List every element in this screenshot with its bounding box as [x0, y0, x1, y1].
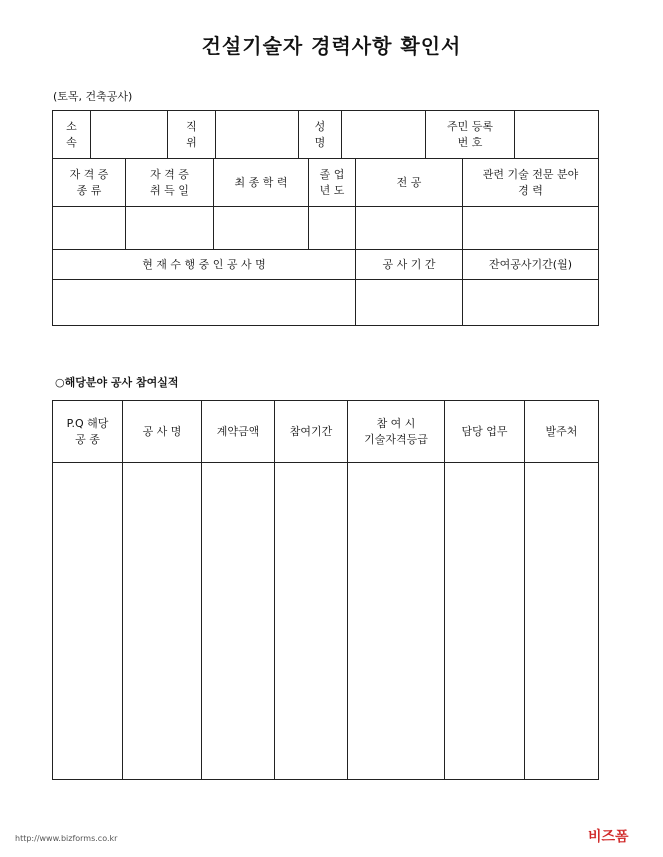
brand-logo: 비즈폼 [588, 829, 629, 845]
client-field[interactable] [525, 463, 599, 780]
remaining-period-header: 잔여공사기간(월) [463, 250, 599, 280]
amount-header: 계약금액 [202, 401, 275, 463]
affiliation-field[interactable] [91, 111, 168, 159]
major-header: 전 공 [356, 159, 463, 207]
education-header: 최 종 학 력 [214, 159, 309, 207]
grad-year-field[interactable] [309, 207, 356, 250]
current-project-table [52, 249, 599, 326]
footer-url[interactable]: http://www.bizforms.co.kr [15, 834, 118, 843]
experience-header: 관련 기술 전문 분야 경 력 [463, 159, 599, 207]
amount-field[interactable] [202, 463, 275, 780]
remaining-period-field[interactable] [463, 280, 599, 326]
position-label: 직 위 [168, 111, 216, 159]
project-header: 공 사 명 [123, 401, 202, 463]
page-title: 건설기술자 경력사항 확인서 [201, 34, 462, 58]
qualification-table [52, 158, 599, 250]
current-project-header: 현 재 수 행 중 인 공 사 명 [53, 250, 356, 280]
position-field[interactable] [216, 111, 299, 159]
participation-field[interactable] [275, 463, 348, 780]
qual-grade-field[interactable] [348, 463, 445, 780]
major-field[interactable] [356, 207, 463, 250]
period-header: 공 사 기 간 [356, 250, 463, 280]
qual-grade-header: 참 여 시 기술자격등급 [348, 401, 445, 463]
client-header: 발주처 [525, 401, 599, 463]
current-project-field[interactable] [53, 280, 356, 326]
info-table [52, 110, 599, 159]
qual-date-field[interactable] [126, 207, 214, 250]
period-field[interactable] [356, 280, 463, 326]
pq-field[interactable] [53, 463, 123, 780]
experience-field[interactable] [463, 207, 599, 250]
section-title: ○해당분야 공사 참여실적 [55, 376, 179, 389]
participation-header: 참여기간 [275, 401, 348, 463]
grad-year-header: 졸 업 년 도 [309, 159, 356, 207]
duty-header: 담당 업무 [445, 401, 525, 463]
resident-no-field[interactable] [515, 111, 599, 159]
duty-field[interactable] [445, 463, 525, 780]
project-field[interactable] [123, 463, 202, 780]
performance-table [52, 400, 599, 780]
qual-type-header: 자 격 증 종 류 [53, 159, 126, 207]
name-label: 성 명 [299, 111, 342, 159]
qual-date-header: 자 격 증 취 득 일 [126, 159, 214, 207]
pq-header: P.Q 해당 공 종 [53, 401, 123, 463]
affiliation-label: 소 속 [53, 111, 91, 159]
subtitle: (토목, 건축공사) [53, 90, 133, 103]
resident-no-label: 주민 등록 번 호 [426, 111, 515, 159]
name-field[interactable] [342, 111, 426, 159]
qual-type-field[interactable] [53, 207, 126, 250]
education-field[interactable] [214, 207, 309, 250]
